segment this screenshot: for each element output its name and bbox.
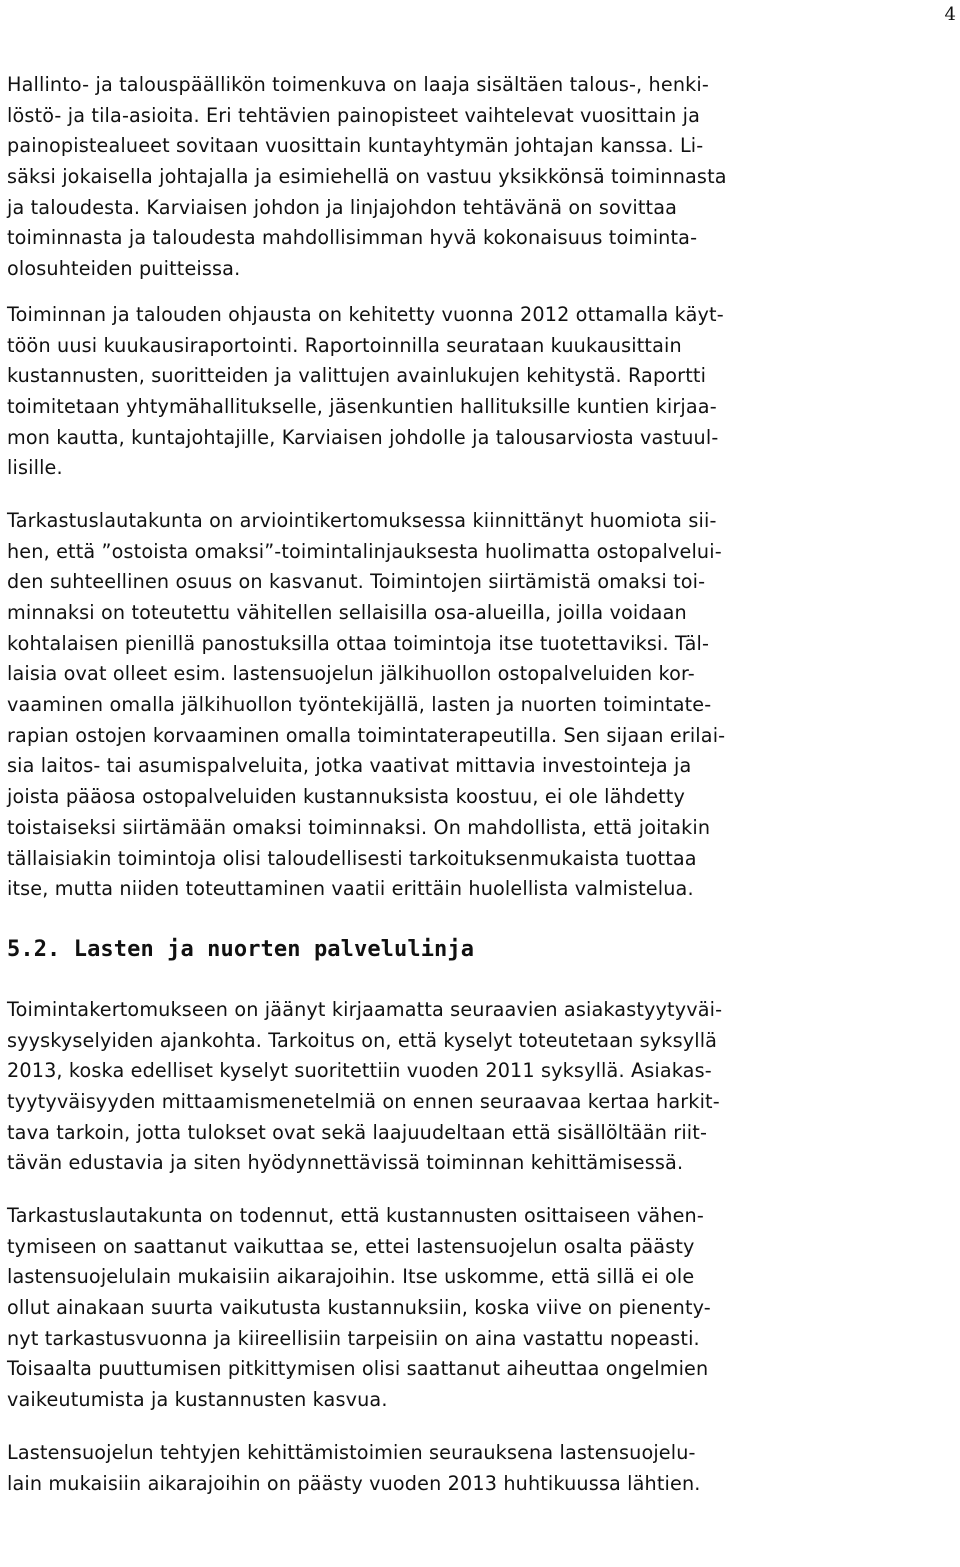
section-heading: 5.2. Lasten ja nuorten palvelulinja	[7, 936, 475, 962]
text-line: sia laitos- tai asumispalveluita, jotka vaativat mittavia investointeja ja	[7, 754, 692, 778]
paragraph-child-protection-costs	[7, 1201, 930, 1416]
text-line: itse, mutta niiden toteuttaminen vaatii erittäin huolellista valmistelua.	[7, 877, 694, 901]
text-line: lastensuojelulain mukaisiin aikarajoihin. Itse uskomme, että sillä ei ole	[7, 1265, 695, 1289]
text-line: toistaiseksi siirtämään omaksi toiminnaksi. On mahdollista, että joitakin	[7, 815, 711, 839]
text-line: tyytyväisyyden mittaamismenetelmiä on ennen seuraavaa kertaa harkit-	[7, 1089, 720, 1113]
text-line: tävän edustavia ja siten hyödynnettävissä toiminnan kehittämisessä.	[7, 1151, 684, 1175]
text-line: säksi jokaisella johtajalla ja esimiehellä on vastuu yksikkönsä toiminnasta	[7, 165, 727, 189]
text-line: tava tarkoin, jotta tulokset ovat sekä laajuudeltaan että sisällöltään riit-	[7, 1120, 708, 1144]
text-line: löstö- ja tila-asioita. Eri tehtävien painopisteet vaihtelevat vuosittain ja	[7, 103, 701, 127]
text-line: ja taloudesta. Karviaisen johdon ja linjajohdon tehtävänä on sovittaa	[7, 195, 678, 219]
text-line: töön uusi kuukausiraportointi. Raportoinnilla seurataan kuukausittain	[7, 333, 682, 357]
text-line: joista pääosa ostopalveluiden kustannuksista koostuu, ei ole lähdetty	[7, 785, 685, 809]
text-line: lain mukaisiin aikarajoihin on päästy vuoden 2013 huhtikuussa lähtien.	[7, 1471, 701, 1495]
text-line: rapian ostojen korvaaminen omalla toimintaterapeutilla. Sen sijaan erilai-	[7, 723, 726, 747]
text-line: toimitetaan yhtymähallitukselle, jäsenkuntien hallituksille kuntien kirjaa-	[7, 394, 717, 418]
text-line: tällaisiakin toimintoja olisi taloudellisesti tarkoituksenmukaista tuottaa	[7, 846, 697, 870]
text-line: Hallinto- ja talouspäällikön toimenkuva on laaja sisältäen talous-, henki-	[7, 73, 709, 96]
text-line: mon kautta, kuntajohtajille, Karviaisen johdolle ja talousarviosta vastuul-	[7, 425, 719, 449]
text-line: Tarkastuslautakunta on arviointikertomuksessa kiinnittänyt huomiota sii-	[7, 508, 717, 532]
paragraph-purchased-services	[7, 506, 930, 905]
text-line: 2013, koska edelliset kyselyt suoritettiin vuoden 2011 syksyllä. Asiakas-	[7, 1059, 712, 1083]
text-line: kustannusten, suoritteiden ja valittujen avainlukujen kehitystä. Raportti	[7, 364, 707, 388]
text-line: painopistealueet sovitaan vuosittain kuntayhtymän johtajan kanssa. Li-	[7, 134, 704, 158]
text-line: vaikeutumista ja kustannusten kasvua.	[7, 1388, 388, 1412]
text-line: kohtalaisen pienillä panostuksilla ottaa toimintoja itse tuotettaviksi. Täl-	[7, 631, 710, 655]
text-line: syyskyselyiden ajankohta. Tarkoitus on, että kyselyt toteutetaan syksyllä	[7, 1028, 718, 1052]
paragraph-job-description	[7, 70, 930, 285]
text-line: Tarkastuslautakunta on todennut, että kustannusten osittaiseen vähen-	[7, 1204, 704, 1227]
paragraph-monthly-reporting	[7, 300, 930, 484]
text-line: Toimintakertomukseen on jäänyt kirjaamatta seuraavien asiakastyytyväi-	[7, 997, 723, 1021]
text-line: olosuhteiden puitteissa.	[7, 257, 241, 281]
text-line: Toisaalta puuttumisen pitkittymisen olisi saattanut aiheuttaa ongelmien	[7, 1357, 709, 1381]
page-number: 4	[944, 4, 956, 25]
text-line: laisia ovat olleet esim. lastensuojelun jälkihuollon ostopalveluiden kor-	[7, 662, 695, 686]
paragraph-customer-satisfaction	[7, 995, 930, 1179]
text-line: toiminnasta ja taloudesta mahdollisimman hyvä kokonaisuus toiminta-	[7, 226, 698, 250]
text-line: hen, että ”ostoista omaksi”-toimintalinjauksesta huolimatta ostopalvelui-	[7, 539, 722, 563]
text-line: den suhteellinen osuus on kasvanut. Toimintojen siirtämistä omaksi toi-	[7, 570, 706, 594]
text-line: Lastensuojelun tehtyjen kehittämistoimien seurauksena lastensuojelu-	[7, 1440, 696, 1464]
text-line: nyt tarkastusvuonna ja kiireellisiin tarpeisiin on aina vastattu nopeasti.	[7, 1326, 700, 1350]
text-line: lisille.	[7, 456, 63, 480]
text-line: ollut ainakaan suurta vaikutusta kustannuksiin, koska viive on pienenty-	[7, 1296, 711, 1320]
text-line: tymiseen on saattanut vaikuttaa se, ettei lastensuojelun osalta päästy	[7, 1234, 695, 1258]
text-line: Toiminnan ja talouden ohjausta on kehitetty vuonna 2012 ottamalla käyt-	[7, 302, 724, 326]
text-line: vaaminen omalla jälkihuollon työntekijällä, lasten ja nuorten toimintate-	[7, 693, 712, 717]
paragraph-time-limits	[7, 1438, 930, 1499]
text-line: minnaksi on toteutettu vähitellen sellaisilla osa-alueilla, joilla voidaan	[7, 601, 687, 624]
